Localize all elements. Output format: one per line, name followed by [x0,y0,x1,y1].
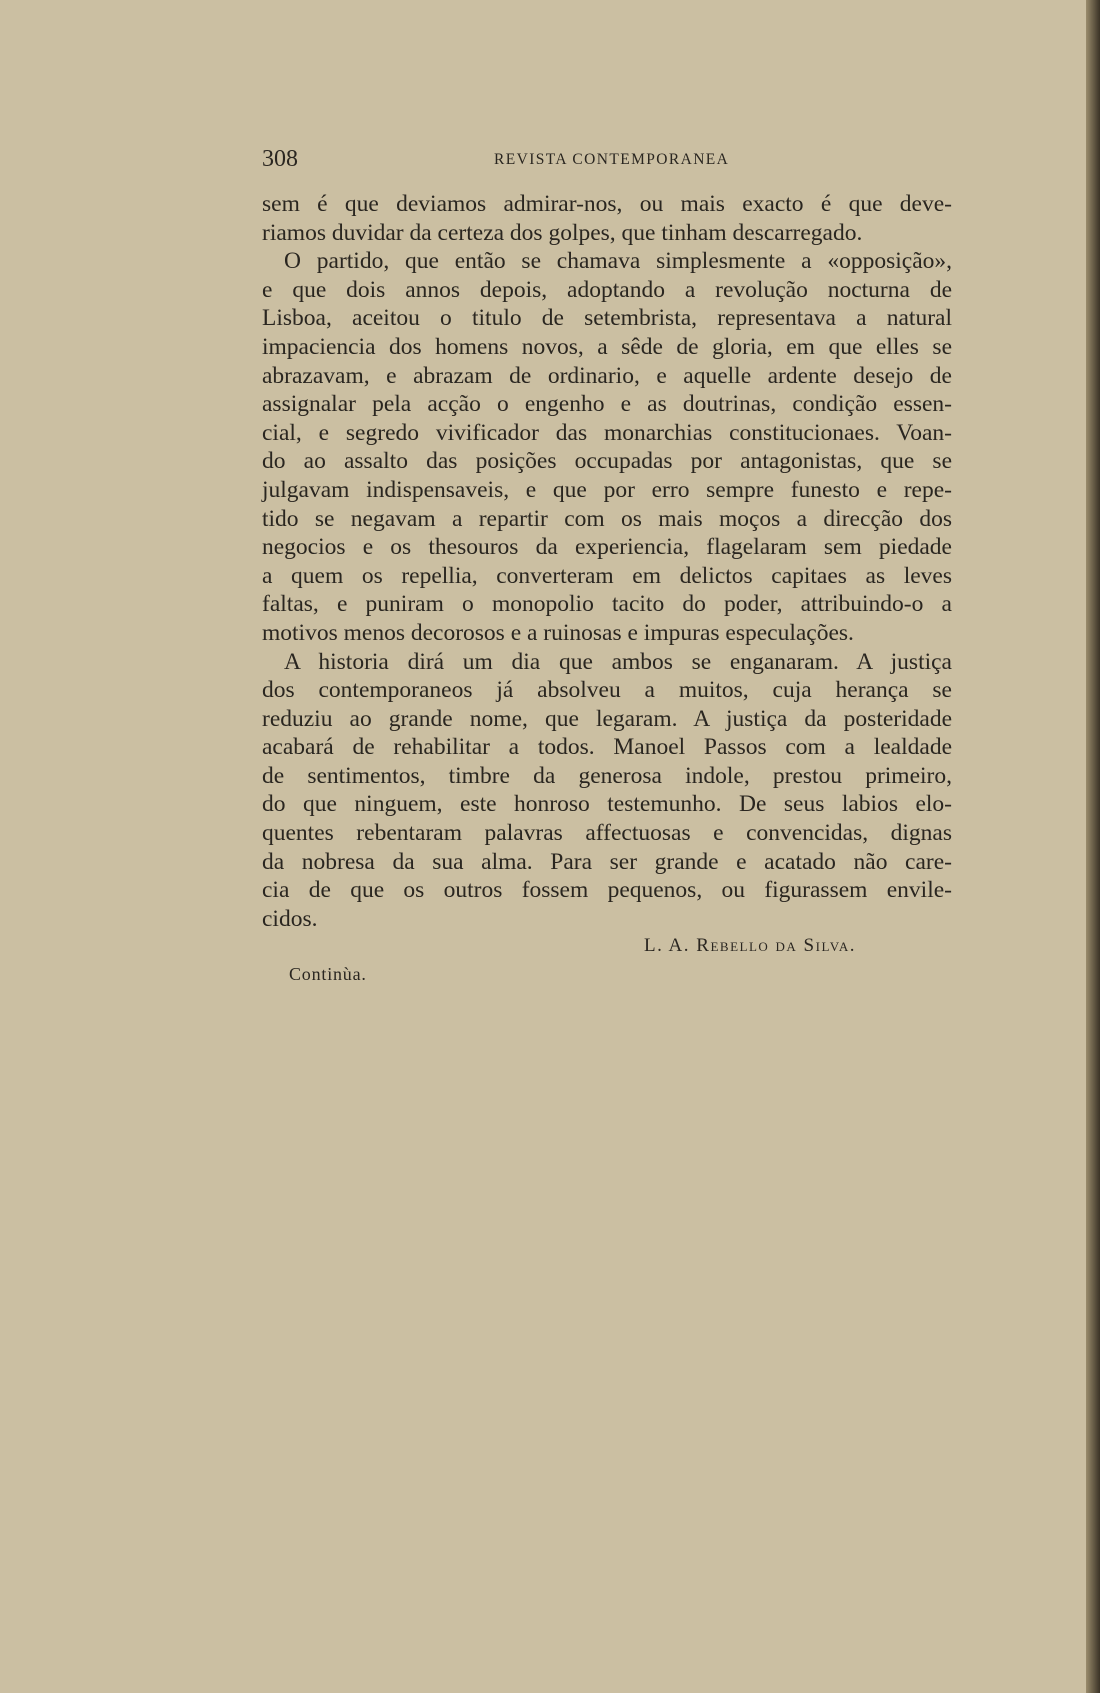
text-line: A historia dirá um dia que ambos se enganaram. A justiça [284,648,952,675]
text-line: reduziu ao grande nome, que legaram. A justiça da posteridade [262,705,952,732]
text-line: O partido, que então se chamava simplesmente a «opposição», [284,248,952,275]
text-line: de sentimentos, timbre da generosa indole, prestou primeiro, [262,762,952,789]
text-line: impaciencia dos homens novos, a sêde de gloria, em que elles se [262,333,952,360]
text-line: assignalar pela acção o engenho e as doutrinas, condição essen- [262,391,952,418]
text-line: riamos duvidar da certeza dos golpes, que tinham descarregado. [262,219,863,246]
text-line: tido se negavam a repartir com os mais moços a direcção dos [262,505,952,532]
text-line: julgavam indispensaveis, e que por erro sempre funesto e repe- [262,476,952,503]
running-title: REVISTA CONTEMPORANEA [494,151,730,168]
page-number: 308 [262,146,298,172]
text-line: cidos. [262,905,318,932]
text-line: a quem os repellia, converteram em delictos capitaes as leves [262,562,952,589]
text-line: cial, e segredo vivificador das monarchias constitucionaes. Voan- [262,419,952,446]
text-line: do que ninguem, este honroso testemunho. De seus labios elo- [262,791,952,818]
author-signature [644,933,856,959]
text-line: cia de que os outros fossem pequenos, ou figurassem envile- [262,877,952,904]
page-header [262,144,942,174]
text-line: dos contemporaneos já absolveu a muitos, cuja herança se [262,677,952,704]
signature-text: L. A. Rebello da Silva. [644,935,857,956]
text-line: negocios e os thesouros da experiencia, flagelaram sem piedade [262,534,952,561]
text-line: abrazavam, e abrazam de ordinario, e aquelle ardente desejo de [262,362,952,389]
text-line: do ao assalto das posições occupadas por antagonistas, que se [262,448,952,475]
text-line: e que dois annos depois, adoptando a revolução nocturna de [262,276,952,303]
text-line: sem é que deviamos admirar-nos, ou mais exacto é que deve- [262,191,952,217]
text-line: acabará de rehabilitar a todos. Manoel Passos com a lealdade [262,734,952,761]
text-line: da nobresa da sua alma. Para ser grande e acatado não care- [262,848,952,875]
body-text [262,190,952,933]
continuation-note: Continùa. [289,964,367,984]
page-edge [1086,0,1100,1693]
text-line: quentes rebentaram palavras affectuosas e convencidas, dignas [262,820,952,847]
text-line: motivos menos decorosos e a ruinosas e impuras especulações. [262,619,854,646]
text-line: Lisboa, aceitou o titulo de setembrista, representava a natural [262,305,952,332]
text-line: faltas, e puniram o monopolio tacito do poder, attribuindo-o a [262,591,952,618]
